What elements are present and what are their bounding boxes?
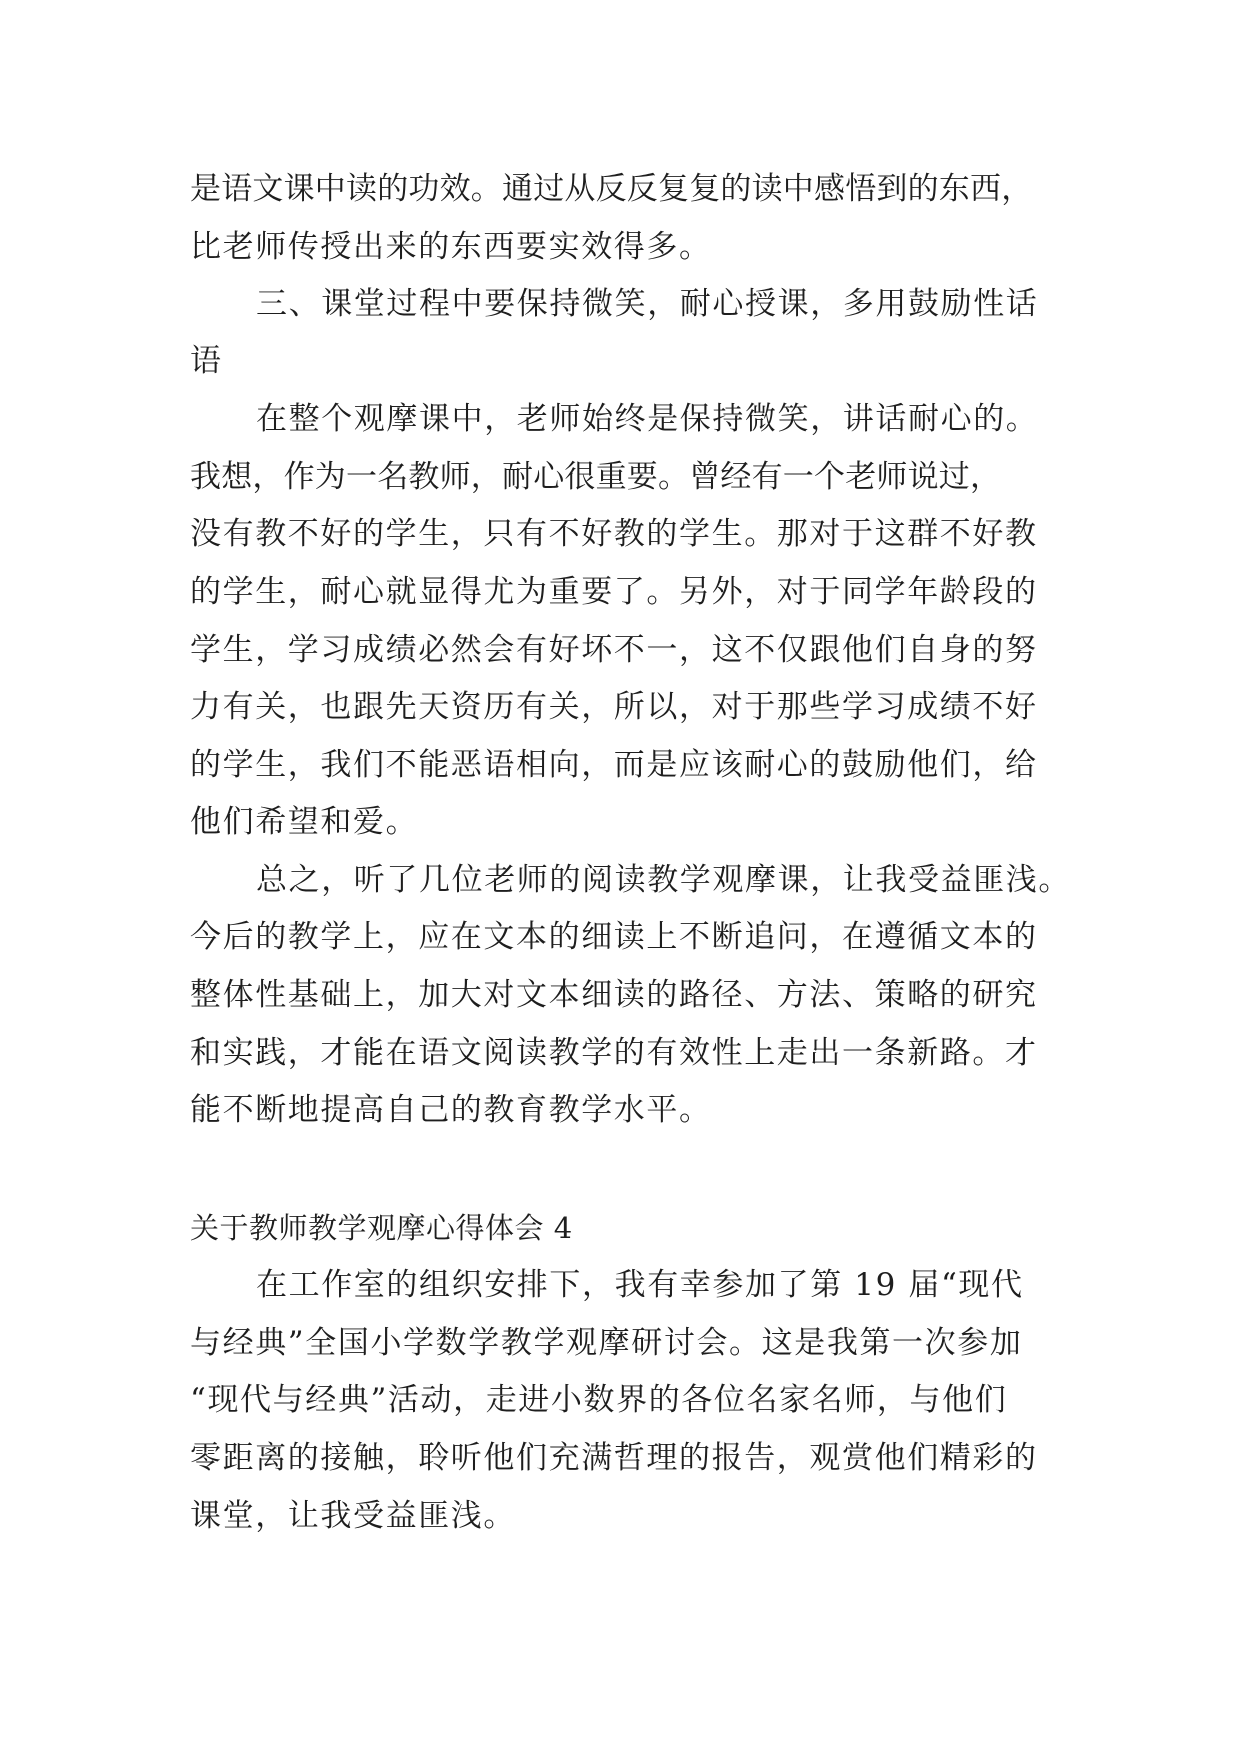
text-line: 和实践，才能在语文阅读教学的有效性上走出一条新路。才 — [190, 1035, 1038, 1071]
paragraph-start: 在整个观摩课中，老师始终是保持微笑，讲话耐心的。 — [256, 401, 1039, 437]
text-line: 我想，作为一名教师，耐心很重要。曾经有一个老师说过， — [190, 459, 1002, 495]
text-line: “现代与经典”活动，走进小数界的各位名家名师，与他们 — [190, 1382, 1008, 1418]
text-line: 整体性基础上，加大对文本细读的路径、方法、策略的研究 — [190, 977, 1038, 1013]
text-line: 的学生，耐心就显得尤为重要了。另外，对于同学年龄段的 — [190, 574, 1038, 610]
text-line: 力有关，也跟先天资历有关，所以，对于那些学习成绩不好 — [190, 689, 1038, 725]
paragraph-start: 在工作室的组织安排下，我有幸参加了第 19 届“现代 — [256, 1267, 1024, 1303]
text-line: 能不断地提高自己的教育教学水平。 — [190, 1092, 712, 1128]
text-line: 与经典”全国小学数学教学观摩研讨会。这是我第一次参加 — [190, 1325, 1023, 1361]
section-heading: 关于教师教学观摩心得体会 4 — [190, 1211, 573, 1245]
text-line: 语 — [190, 343, 223, 379]
text-line: 他们希望和爱。 — [190, 804, 419, 840]
text-line: 课堂，让我受益匪浅。 — [190, 1498, 516, 1534]
text-line: 比老师传授出来的东西要实效得多。 — [190, 229, 712, 265]
text-line: 零距离的接触，聆听他们充满哲理的报告，观赏他们精彩的 — [190, 1440, 1038, 1476]
section-subheading: 三、课堂过程中要保持微笑，耐心授课，多用鼓励性话 — [256, 286, 1039, 322]
text-line: 没有教不好的学生，只有不好教的学生。那对于这群不好教 — [190, 516, 1038, 552]
text-line: 学生，学习成绩必然会有好坏不一，这不仅跟他们自身的努 — [190, 632, 1038, 668]
text-line: 的学生，我们不能恶语相向，而是应该耐心的鼓励他们，给 — [190, 747, 1038, 783]
paragraph-start: 总之，听了几位老师的阅读教学观摩课，让我受益匪浅。 — [256, 862, 1071, 898]
text-line: 是语文课中读的功效。通过从反反复复的读中感悟到的东西， — [190, 171, 1033, 207]
text-line: 今后的教学上，应在文本的细读上不断追问，在遵循文本的 — [190, 919, 1038, 955]
